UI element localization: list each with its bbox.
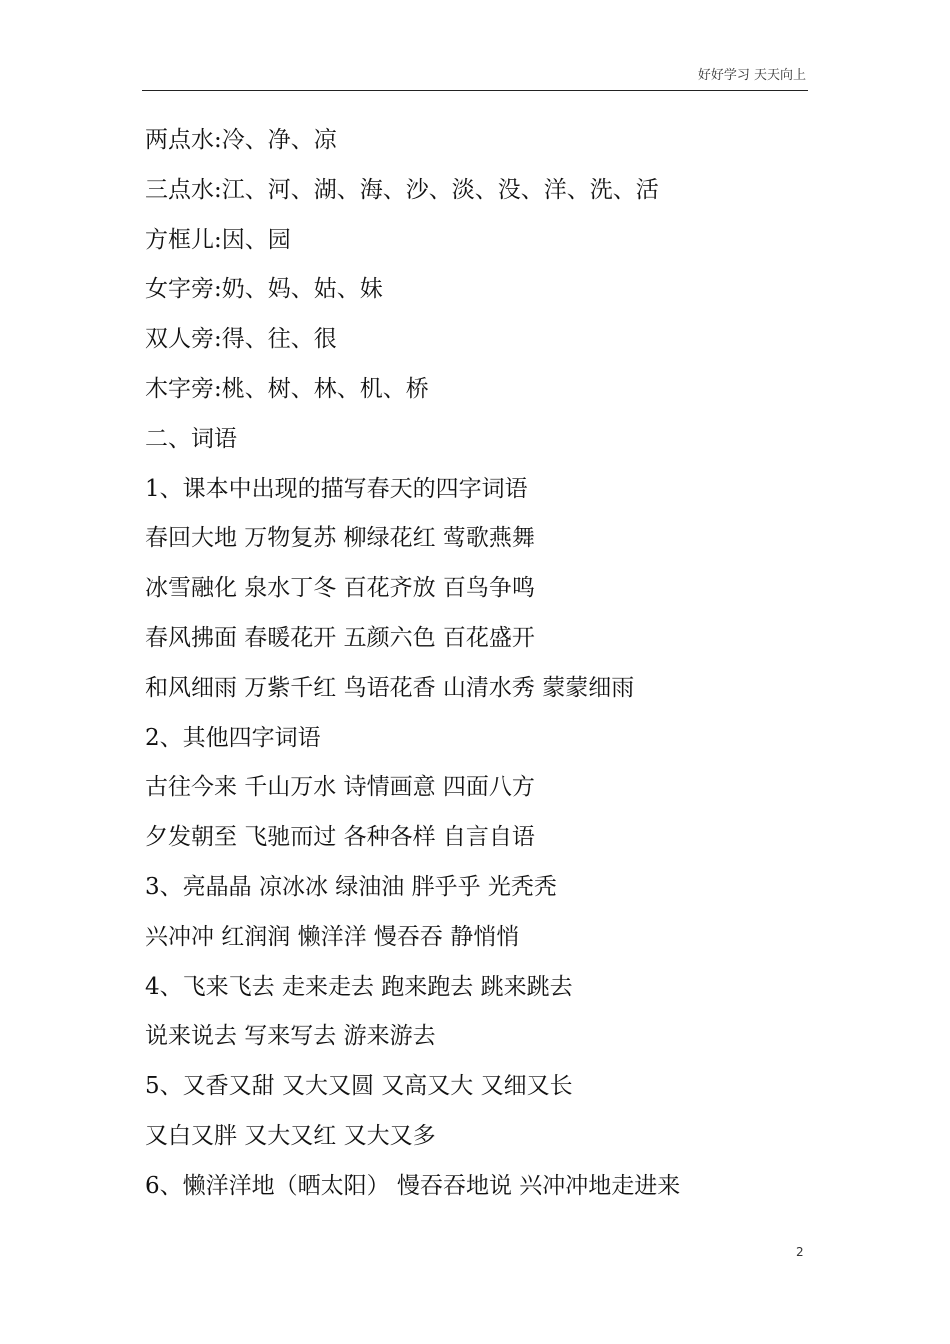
radical-line-fangkuanger: 方框儿:因、园 (145, 226, 291, 253)
radical-line-nvzipang: 女字旁:奶、妈、姑、妹 (145, 276, 383, 303)
idiom-row: 和风细雨 万紫千红 鸟语花香 山清水秀 蒙蒙细雨 (145, 674, 635, 701)
header-slogan: 好好学习 天天向上 (697, 68, 806, 83)
section-heading-words: 二、词语 (145, 425, 237, 452)
radical-line-muzipang: 木字旁:桃、树、林、机、桥 (145, 375, 429, 402)
phrase-row-adverbial: 6、懒洋洋地（晒太阳） 慢吞吞地说 兴冲冲地走进来 (145, 1172, 681, 1199)
idiom-row: 夕发朝至 飞驰而过 各种各样 自言自语 (145, 824, 535, 851)
radical-line-liangdianshui: 两点水:冷、净、凉 (145, 127, 337, 153)
radical-line-sandianshui: 三点水:江、河、湖、海、沙、淡、没、洋、洗、活 (145, 176, 659, 203)
word-row-lai-qu: 说来说去 写来写去 游来游去 (145, 1023, 436, 1050)
idiom-row: 古往今来 千山万水 诗情画意 四面八方 (145, 774, 535, 801)
page-number: 2 (796, 1245, 804, 1259)
word-row-you-you: 又白又胖 又大又红 又大又多 (145, 1122, 436, 1149)
radical-line-shuangrenpang: 双人旁:得、往、很 (145, 326, 337, 353)
word-row-abb: 3、亮晶晶 凉冰冰 绿油油 胖乎乎 光秃秃 (145, 873, 557, 900)
idiom-row: 春风拂面 春暖花开 五颜六色 百花盛开 (145, 624, 535, 651)
document-body (145, 116, 835, 1212)
subheading-other-idioms: 2、其他四字词语 (145, 724, 321, 751)
word-row-you-you: 5、又香又甜 又大又圆 又高又大 又细又长 (145, 1073, 573, 1100)
word-row-lai-qu: 4、飞来飞去 走来走去 跑来跑去 跳来跳去 (145, 973, 573, 1000)
page-header (142, 62, 808, 91)
idiom-row: 春回大地 万物复苏 柳绿花红 莺歌燕舞 (145, 525, 535, 552)
word-row-abb: 兴冲冲 红润润 懒洋洋 慢吞吞 静悄悄 (145, 923, 520, 950)
idiom-row: 冰雪融化 泉水丁冬 百花齐放 百鸟争鸣 (145, 575, 535, 602)
subheading-spring-idioms: 1、课本中出现的描写春天的四字词语 (145, 475, 528, 502)
